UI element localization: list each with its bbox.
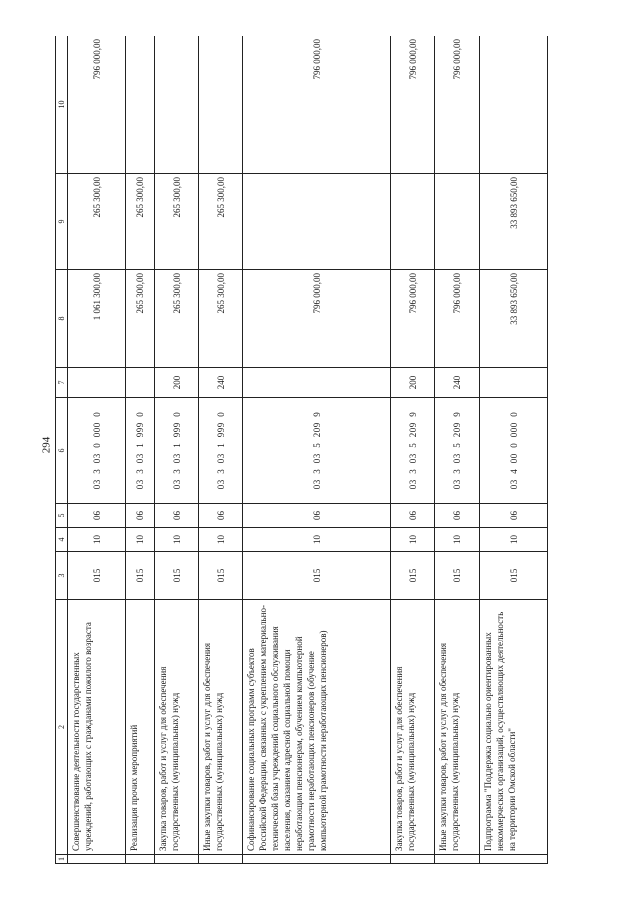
section-code: 10 — [480, 528, 548, 552]
amount-column-10: 796 000,00 — [391, 36, 435, 174]
target-article-code: 03 4 00 0 000 0 — [480, 398, 548, 504]
expense-type-code — [126, 368, 155, 398]
section-code: 10 — [199, 528, 243, 552]
column-index: 8 — [56, 270, 68, 368]
expense-type-code — [243, 368, 391, 398]
target-article-code: 03 3 03 5 209 9 — [391, 398, 435, 504]
ministry-code: 015 — [480, 552, 548, 600]
row-num-cell — [391, 855, 435, 864]
rotated-table-container — [55, 36, 603, 864]
column-index: 9 — [56, 174, 68, 270]
target-article-code: 03 3 03 0 000 0 — [68, 398, 126, 504]
subsection-code: 06 — [126, 504, 155, 528]
item-name: Реализация прочих мероприятий — [126, 600, 155, 855]
table-row — [480, 36, 548, 864]
section-code: 10 — [68, 528, 126, 552]
expense-type-code — [68, 368, 126, 398]
column-index: 3 — [56, 552, 68, 600]
item-name: Подпрограмма "Поддержка социально ориентированных некоммерческих организаций, осуществляющих деятельность на территории Омской области" — [480, 600, 548, 855]
expense-type-code: 200 — [155, 368, 199, 398]
amount-total: 265 300,00 — [155, 270, 199, 368]
row-num-cell — [199, 855, 243, 864]
row-num-cell — [155, 855, 199, 864]
page-number — [38, 438, 52, 468]
expense-type-code — [480, 368, 548, 398]
subsection-code: 06 — [480, 504, 548, 528]
amount-column-10 — [480, 36, 548, 174]
subsection-code: 06 — [391, 504, 435, 528]
expense-type-code: 240 — [435, 368, 480, 398]
column-index: 4 — [56, 528, 68, 552]
table-row — [68, 36, 126, 864]
target-article-code: 03 3 03 1 999 0 — [199, 398, 243, 504]
subsection-code: 06 — [155, 504, 199, 528]
amount-column-9 — [391, 174, 435, 270]
table-row — [435, 36, 480, 864]
amount-total: 1 061 300,00 — [68, 270, 126, 368]
target-article-code: 03 3 03 5 209 9 — [435, 398, 480, 504]
amount-column-9 — [435, 174, 480, 270]
column-index-row — [56, 36, 68, 864]
target-article-code: 03 3 03 1 999 0 — [126, 398, 155, 504]
amount-column-9: 265 300,00 — [199, 174, 243, 270]
amount-column-9: 265 300,00 — [126, 174, 155, 270]
item-name: Иные закупки товаров, работ и услуг для обеспечения государственных (муниципальных) нужд — [199, 600, 243, 855]
table-row — [155, 36, 199, 864]
item-name: Софинансирование социальных программ субъектов Российской Федерации, связанных с укреплением материально-технической базы учреждений социального обслуживания населения, оказанием адресной социальной помощи неработающим пенсионерам, обучением компьютерной грамотности неработающих пенсионеров (обучение компьютерной грамотности неработающих пенсионеров) — [243, 600, 391, 855]
rotated-table-frame — [55, 36, 603, 864]
table-row — [391, 36, 435, 864]
row-num-cell — [435, 855, 480, 864]
expense-type-code: 200 — [391, 368, 435, 398]
amount-column-9 — [243, 174, 391, 270]
amount-total: 265 300,00 — [199, 270, 243, 368]
ministry-code: 015 — [435, 552, 480, 600]
amount-total: 265 300,00 — [126, 270, 155, 368]
amount-total: 796 000,00 — [243, 270, 391, 368]
subsection-code: 06 — [199, 504, 243, 528]
subsection-code: 06 — [243, 504, 391, 528]
page-number-text: 294 — [40, 436, 53, 454]
item-name: Закупка товаров, работ и услуг для обеспечения государственных (муниципальных) нужд — [391, 600, 435, 855]
amount-column-10 — [126, 36, 155, 174]
ministry-code: 015 — [243, 552, 391, 600]
amount-total: 33 893 650,00 — [480, 270, 548, 368]
subsection-code: 06 — [68, 504, 126, 528]
row-num-cell — [68, 855, 126, 864]
ministry-code: 015 — [199, 552, 243, 600]
section-code: 10 — [155, 528, 199, 552]
amount-column-10 — [155, 36, 199, 174]
table-row — [126, 36, 155, 864]
row-num-cell — [126, 855, 155, 864]
item-name: Совершенствование деятельности государственных учреждений, работающих с гражданами пожилого возраста — [68, 600, 126, 855]
column-index: 10 — [56, 36, 68, 174]
amount-column-9: 265 300,00 — [68, 174, 126, 270]
row-num-cell — [480, 855, 548, 864]
amount-column-10: 796 000,00 — [435, 36, 480, 174]
target-article-code: 03 3 03 1 999 0 — [155, 398, 199, 504]
amount-column-9: 265 300,00 — [155, 174, 199, 270]
ministry-code: 015 — [126, 552, 155, 600]
section-code: 10 — [126, 528, 155, 552]
ministry-code: 015 — [155, 552, 199, 600]
table-row — [243, 36, 391, 864]
column-index: 7 — [56, 368, 68, 398]
row-num-cell — [243, 855, 391, 864]
section-code: 10 — [435, 528, 480, 552]
amount-column-9: 33 893 650,00 — [480, 174, 548, 270]
target-article-code: 03 3 03 5 209 9 — [243, 398, 391, 504]
column-index: 6 — [56, 398, 68, 504]
amount-column-10: 796 000,00 — [68, 36, 126, 174]
item-name: Иные закупки товаров, работ и услуг для обеспечения государственных (муниципальных) нужд — [435, 600, 480, 855]
column-index: 5 — [56, 504, 68, 528]
column-index: 2 — [56, 600, 68, 855]
section-code: 10 — [391, 528, 435, 552]
expense-type-code: 240 — [199, 368, 243, 398]
amount-total: 796 000,00 — [391, 270, 435, 368]
subsection-code: 06 — [435, 504, 480, 528]
ministry-code: 015 — [68, 552, 126, 600]
amount-column-10 — [199, 36, 243, 174]
budget-table — [55, 36, 548, 864]
amount-total: 796 000,00 — [435, 270, 480, 368]
ministry-code: 015 — [391, 552, 435, 600]
table-row — [199, 36, 243, 864]
section-code: 10 — [243, 528, 391, 552]
column-index: 1 — [56, 855, 68, 864]
amount-column-10: 796 000,00 — [243, 36, 391, 174]
item-name: Закупка товаров, работ и услуг для обеспечения государственных (муниципальных) нужд — [155, 600, 199, 855]
